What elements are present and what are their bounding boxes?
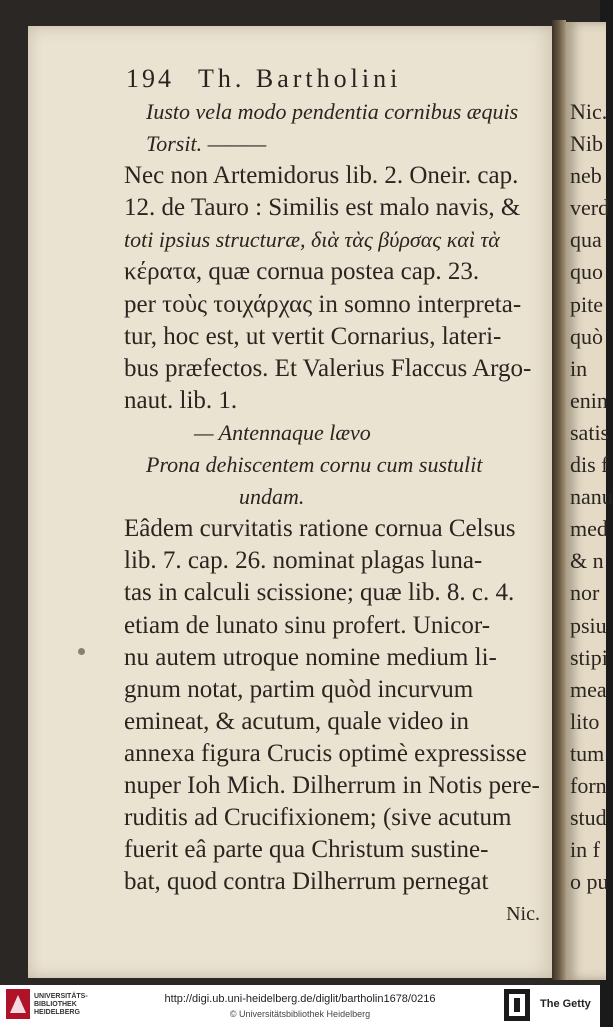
right-page-line: pite	[570, 291, 603, 317]
copyright-notice: © Universitätsbibliothek Heidelberg	[229, 1009, 371, 1019]
right-page-line: satis	[570, 419, 610, 445]
text-line: gnum notat, partim quòd incurvum	[124, 675, 474, 703]
library-name: UNIVERSITÄTS- BIBLIOTHEK HEIDELBERG	[34, 993, 88, 1016]
right-page-line: nanu	[570, 484, 613, 510]
sponsor-name: The Getty	[540, 998, 591, 1010]
body-text	[124, 96, 540, 930]
text-line: bus præfectos. Et Valerius Flaccus Argo-	[124, 354, 532, 382]
footer-bar	[0, 985, 600, 1027]
text-line: Torsit. ———	[146, 131, 267, 157]
text-line: — Antennaque lævo	[194, 419, 371, 445]
right-page-line: quo	[570, 259, 603, 285]
source-url-link[interactable]: http://digi.ub.uni-heidelberg.de/diglit/bartholin1678/0216	[164, 993, 436, 1005]
right-page-line: stud	[570, 805, 607, 831]
text-line: emineat, & acutum, quale video in	[124, 707, 470, 735]
text-line: etiam de lunato sinu profert. Unicor-	[124, 611, 491, 639]
right-page-line: o pu	[570, 869, 609, 895]
right-page-line: verd	[570, 195, 610, 221]
text-line: annexa figura Crucis optimè expressisse	[124, 739, 527, 767]
right-page-line: forn	[570, 772, 607, 798]
right-page-line: in f	[570, 837, 600, 863]
page-number: 194	[126, 64, 174, 93]
text-line: toti ipsius structuræ, διὰ τὰς βύρσας καὶ τὰ	[124, 227, 500, 253]
book-gutter	[552, 20, 566, 980]
text-line: Nic.	[506, 903, 540, 926]
right-page-line: quò	[570, 323, 603, 349]
text-line: fuerit eâ parte qua Christum sustine-	[124, 836, 489, 864]
text-line: ruditis ad Crucifixionem; (sive acutum	[124, 804, 512, 832]
right-page-line: & n	[570, 548, 604, 574]
text-line: nuper Ioh Mich. Dilherrum in Notis pere-	[124, 771, 540, 799]
text-line: nu autem utroque nomine medium li-	[124, 643, 497, 671]
right-page-line: stipi	[570, 644, 608, 670]
right-page-line: Nib	[570, 131, 603, 157]
text-line: tur, hoc est, ut vertit Cornarius, lateri-	[124, 322, 502, 350]
right-page-line: Nic.	[570, 99, 608, 124]
text-line: 12. de Tauro : Similis est malo navis, &	[124, 194, 521, 222]
getty-logo-icon	[504, 989, 530, 1021]
text-line: naut. lib. 1.	[124, 386, 238, 414]
right-page-line: med	[570, 516, 608, 542]
right-page-line: in	[570, 355, 588, 381]
right-page-line: enin	[570, 387, 608, 413]
text-line: κέρατα, quæ cornua postea cap. 23.	[124, 258, 480, 286]
right-page-line: neb	[570, 163, 602, 189]
right-page-line: mea	[570, 676, 607, 702]
right-page-line: qua	[570, 227, 602, 253]
text-line: Nec non Artemidorus lib. 2. Oneir. cap.	[124, 162, 519, 190]
right-page-line: dis f	[570, 452, 609, 478]
text-line: Iusto vela modo pendentia cornibus æquis	[146, 99, 519, 124]
right-page-text	[570, 96, 613, 898]
right-page-line: tum	[570, 740, 605, 766]
text-line: undam.	[239, 484, 305, 510]
running-title: Th. Bartholini	[198, 64, 402, 93]
right-page-line: nor	[570, 580, 600, 606]
text-line: Eâdem curvitatis ratione cornua Celsus	[124, 515, 516, 543]
right-page-line: psiu	[570, 612, 607, 638]
right-page-line: lito	[570, 708, 600, 734]
ink-spot	[78, 648, 85, 655]
text-line: per τοὺς τοιχάρχας in somno interpreta-	[124, 290, 522, 318]
text-line: lib. 7. cap. 26. nominat plagas luna-	[124, 547, 483, 575]
text-line: tas in calculi scissione; quæ lib. 8. c. 4.	[124, 579, 515, 607]
text-line: bat, quod contra Dilherrum pernegat	[124, 868, 489, 896]
text-line: Prona dehiscentem cornu cum sustulit	[146, 452, 483, 478]
